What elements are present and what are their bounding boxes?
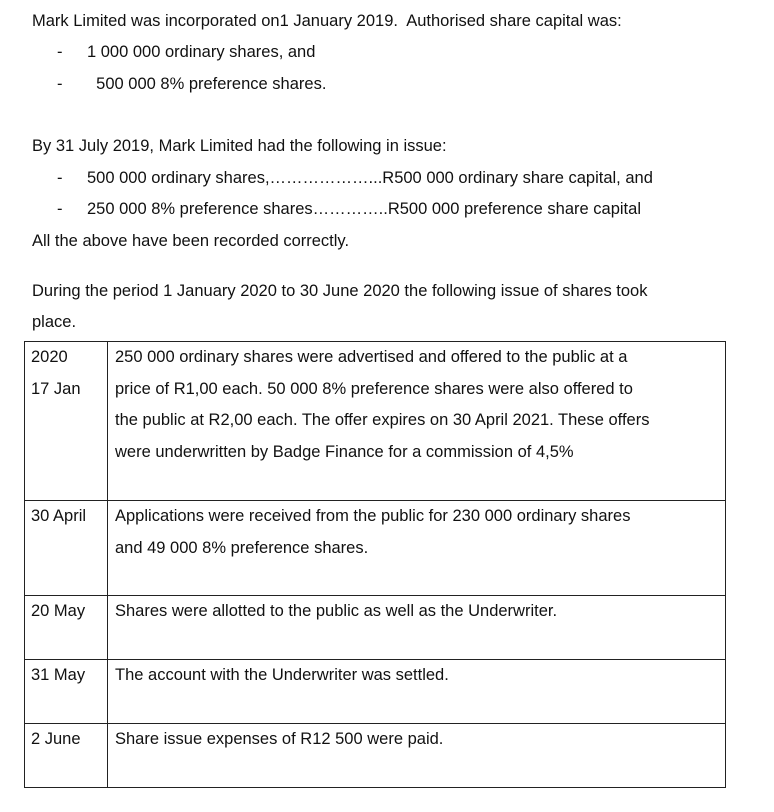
date-day: 31 May bbox=[31, 666, 86, 684]
intro-line: Mark Limited was incorporated on1 January 2019. Authorised share capital was: bbox=[32, 12, 622, 30]
period-line-2: place. bbox=[32, 313, 77, 331]
date-cell bbox=[25, 342, 108, 501]
date-cell bbox=[25, 501, 108, 596]
date-day: 20 May bbox=[31, 602, 86, 620]
recorded-line: All the above have been recorded correctly. bbox=[32, 232, 350, 250]
bullet-dash: - bbox=[57, 75, 63, 93]
table-row bbox=[25, 342, 726, 501]
description-cell bbox=[108, 660, 726, 724]
description-cell bbox=[108, 501, 726, 596]
date-day: 2 June bbox=[31, 730, 81, 748]
date-cell bbox=[25, 724, 108, 788]
bullet-dash: - bbox=[57, 169, 63, 187]
description-line: Applications were received from the public for 230 000 ordinary shares bbox=[115, 507, 631, 525]
table-row bbox=[25, 596, 726, 660]
bullet-dash: - bbox=[57, 43, 63, 61]
authorised-preference: 500 000 8% preference shares. bbox=[87, 75, 327, 93]
issue-line: By 31 July 2019, Mark Limited had the following in issue: bbox=[32, 137, 447, 155]
table-row bbox=[25, 501, 726, 596]
table-row bbox=[25, 660, 726, 724]
authorised-ordinary: 1 000 000 ordinary shares, and bbox=[87, 43, 316, 61]
period-line: During the period 1 January 2020 to 30 June 2020 the following issue of shares took bbox=[32, 282, 648, 300]
table-row bbox=[25, 724, 726, 788]
description-line: 250 000 ordinary shares were advertised and offered to the public at a bbox=[115, 348, 628, 366]
date-year: 2020 bbox=[31, 348, 68, 366]
bullet-dash: - bbox=[57, 200, 63, 218]
description-line: The account with the Underwriter was settled. bbox=[115, 666, 449, 684]
date-day: 17 Jan bbox=[31, 379, 81, 398]
description-line: Shares were allotted to the public as well as the Underwriter. bbox=[115, 602, 558, 620]
description-line: price of R1,00 each. 50 000 8% preference shares were also offered to bbox=[115, 379, 633, 398]
description-cell bbox=[108, 724, 726, 788]
issued-ordinary: 500 000 ordinary shares,………………...R500 000 ordinary share capital, and bbox=[87, 169, 653, 187]
description-line: the public at R2,00 each. The offer expires on 30 April 2021. These offers bbox=[115, 411, 650, 429]
date-cell bbox=[25, 660, 108, 724]
description-line: Share issue expenses of R12 500 were paid. bbox=[115, 730, 444, 748]
description-line: were underwritten by Badge Finance for a commission of 4,5% bbox=[115, 442, 574, 461]
date-cell bbox=[25, 596, 108, 660]
description-cell bbox=[108, 596, 726, 660]
description-cell bbox=[108, 342, 726, 501]
description-line: and 49 000 8% preference shares. bbox=[115, 538, 369, 557]
issued-preference: 250 000 8% preference shares…………..R500 000 preference share capital bbox=[87, 200, 641, 218]
share-issue-table bbox=[24, 341, 726, 788]
date-day: 30 April bbox=[31, 507, 87, 525]
